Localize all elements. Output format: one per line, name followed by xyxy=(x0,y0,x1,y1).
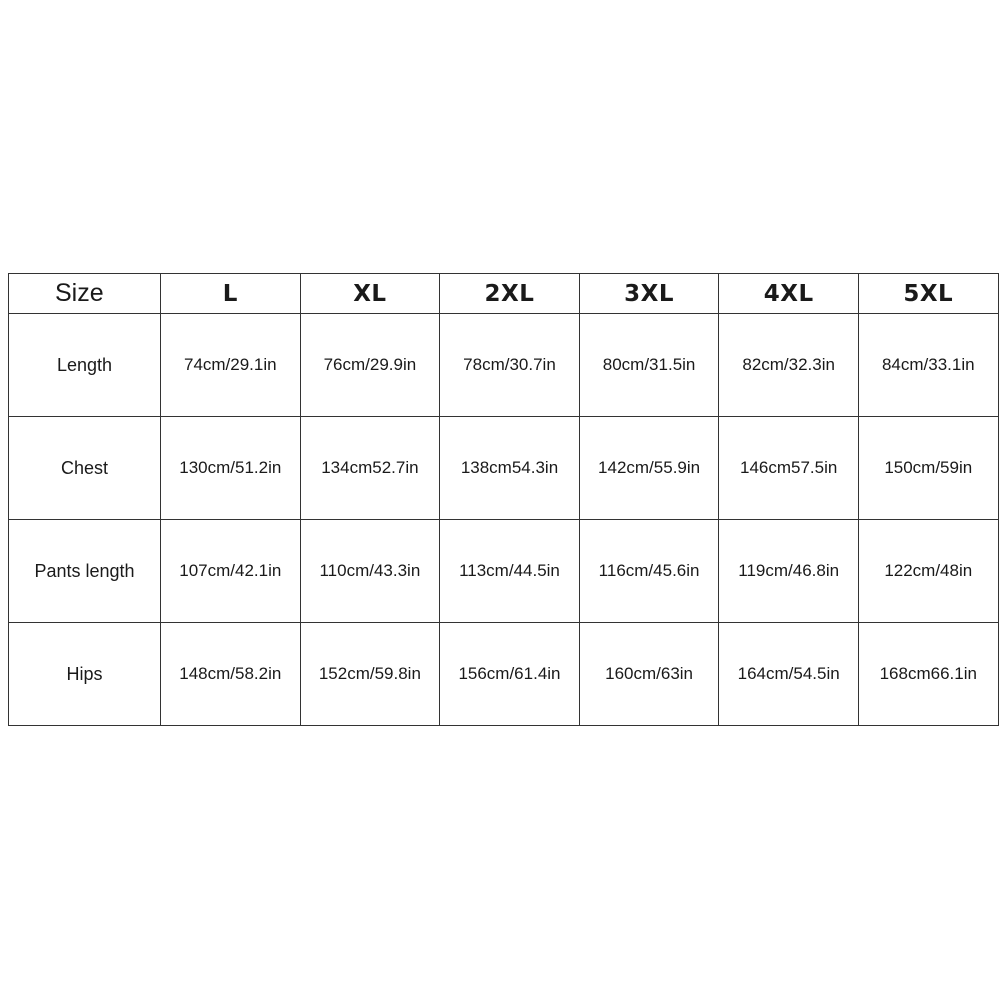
table-cell: 82cm/32.3in xyxy=(719,314,859,417)
table-cell: 146cm57.5in xyxy=(719,417,859,520)
table-cell: 110cm/43.3in xyxy=(300,520,440,623)
table-cell: 84cm/33.1in xyxy=(858,314,998,417)
table-row-length xyxy=(9,314,999,417)
size-column-header: L xyxy=(161,274,301,314)
table-cell: 119cm/46.8in xyxy=(719,520,859,623)
size-header-row xyxy=(9,274,999,314)
table-cell: 122cm/48in xyxy=(858,520,998,623)
table-cell: 74cm/29.1in xyxy=(161,314,301,417)
table-cell: 130cm/51.2in xyxy=(161,417,301,520)
table-cell: 116cm/45.6in xyxy=(579,520,719,623)
table-row-chest xyxy=(9,417,999,520)
table-cell: 156cm/61.4in xyxy=(440,623,580,726)
table-cell: 142cm/55.9in xyxy=(579,417,719,520)
row-label: Pants length xyxy=(9,520,161,623)
table-cell: 134cm52.7in xyxy=(300,417,440,520)
size-column-header: XL xyxy=(300,274,440,314)
table-cell: 80cm/31.5in xyxy=(579,314,719,417)
size-column-header: 2XL xyxy=(440,274,580,314)
table-cell: 107cm/42.1in xyxy=(161,520,301,623)
table-cell: 150cm/59in xyxy=(858,417,998,520)
table-cell: 113cm/44.5in xyxy=(440,520,580,623)
table-cell: 76cm/29.9in xyxy=(300,314,440,417)
size-column-header: 5XL xyxy=(858,274,998,314)
table-cell: 78cm/30.7in xyxy=(440,314,580,417)
table-row-pants-length xyxy=(9,520,999,623)
table-cell: 160cm/63in xyxy=(579,623,719,726)
row-label: Chest xyxy=(9,417,161,520)
table-cell: 168cm66.1in xyxy=(858,623,998,726)
table-row-hips xyxy=(9,623,999,726)
size-column-header: 3XL xyxy=(579,274,719,314)
table-cell: 164cm/54.5in xyxy=(719,623,859,726)
row-label: Hips xyxy=(9,623,161,726)
table-cell: 148cm/58.2in xyxy=(161,623,301,726)
size-chart-table xyxy=(8,273,999,726)
size-header-label: Size xyxy=(9,274,161,314)
row-label: Length xyxy=(9,314,161,417)
size-column-header: 4XL xyxy=(719,274,859,314)
table-cell: 152cm/59.8in xyxy=(300,623,440,726)
table-cell: 138cm54.3in xyxy=(440,417,580,520)
